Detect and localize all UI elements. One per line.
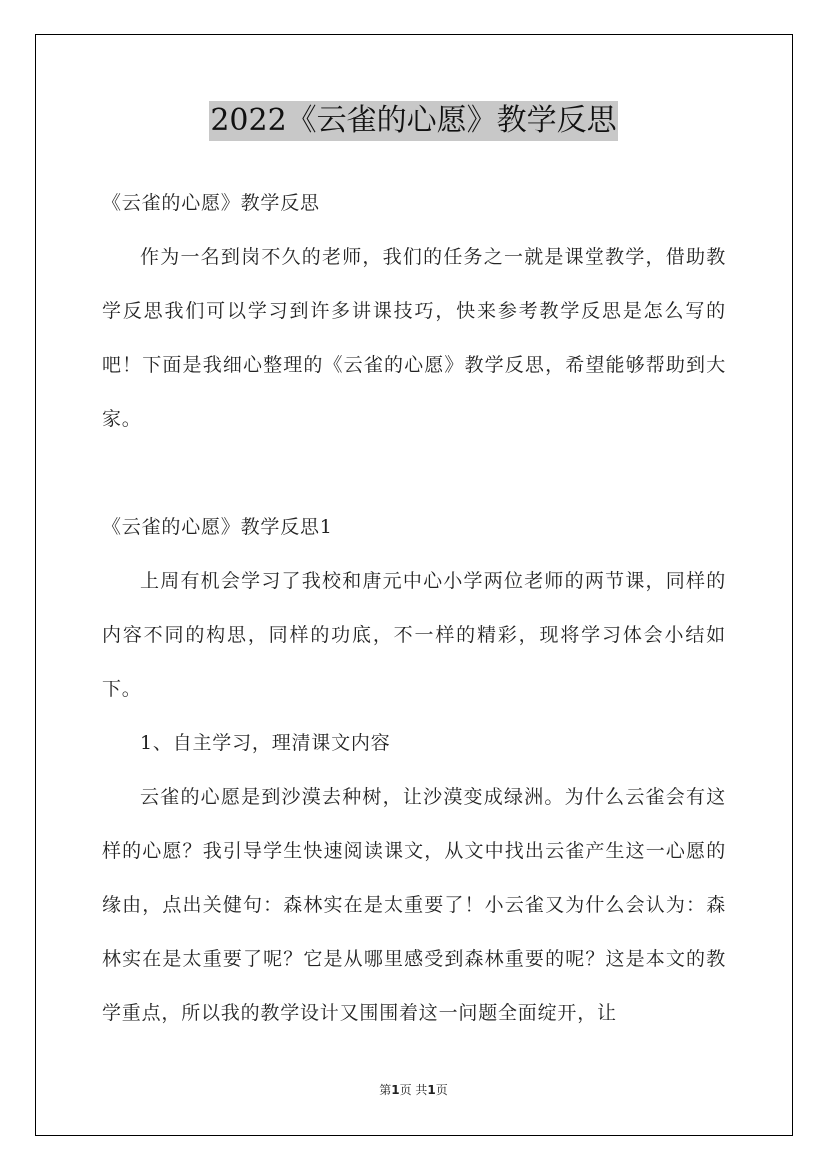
section-paragraph-1: 上周有机会学习了我校和唐元中心小学两位老师的两节课，同样的内容不同的构思，同样的功底，不一样的精彩，现将学习体会小结如下。 — [102, 570, 726, 700]
footer-total-pages: 1 — [427, 1083, 436, 1097]
footer-page-number: 1 — [391, 1083, 400, 1097]
paragraph-spacer — [102, 446, 726, 500]
section-list-item-1: 1、自主学习，理清课文内容 — [140, 732, 391, 754]
footer-suffix: 页 — [435, 1083, 448, 1097]
document-title: 2022《云雀的心愿》教学反思 — [209, 101, 617, 141]
document-body — [102, 176, 726, 1040]
intro-paragraph: 作为一名到岗不久的老师，我们的任务之一就是课堂教学，借助教学反思我们可以学习到许多讲课技巧，快来参考教学反思是怎么写的吧！下面是我细心整理的《云雀的心愿》教学反思，希望能够帮助到大家。 — [102, 246, 726, 430]
section-paragraph-2: 云雀的心愿是到沙漠去种树，让沙漠变成绿洲。为什么云雀会有这样的心愿？我引导学生快速阅读课文，从文中找出云雀产生这一心愿的缘由，点出关健句：森林实在是太重要了！小云雀又为什么会认为：森林实在是太重要了呢？它是从哪里感受到森林重要的呢？这是本文的教学重点，所以我的教学设计又围围着这一问题全面绽开，让 — [102, 786, 726, 1024]
document-subtitle: 《云雀的心愿》教学反思 — [102, 192, 320, 214]
footer-prefix: 第 — [379, 1083, 392, 1097]
footer-mid: 页 共 — [399, 1083, 428, 1097]
page-footer — [0, 1082, 827, 1098]
title-container — [0, 101, 827, 141]
section-heading: 《云雀的心愿》教学反思1 — [102, 516, 333, 538]
